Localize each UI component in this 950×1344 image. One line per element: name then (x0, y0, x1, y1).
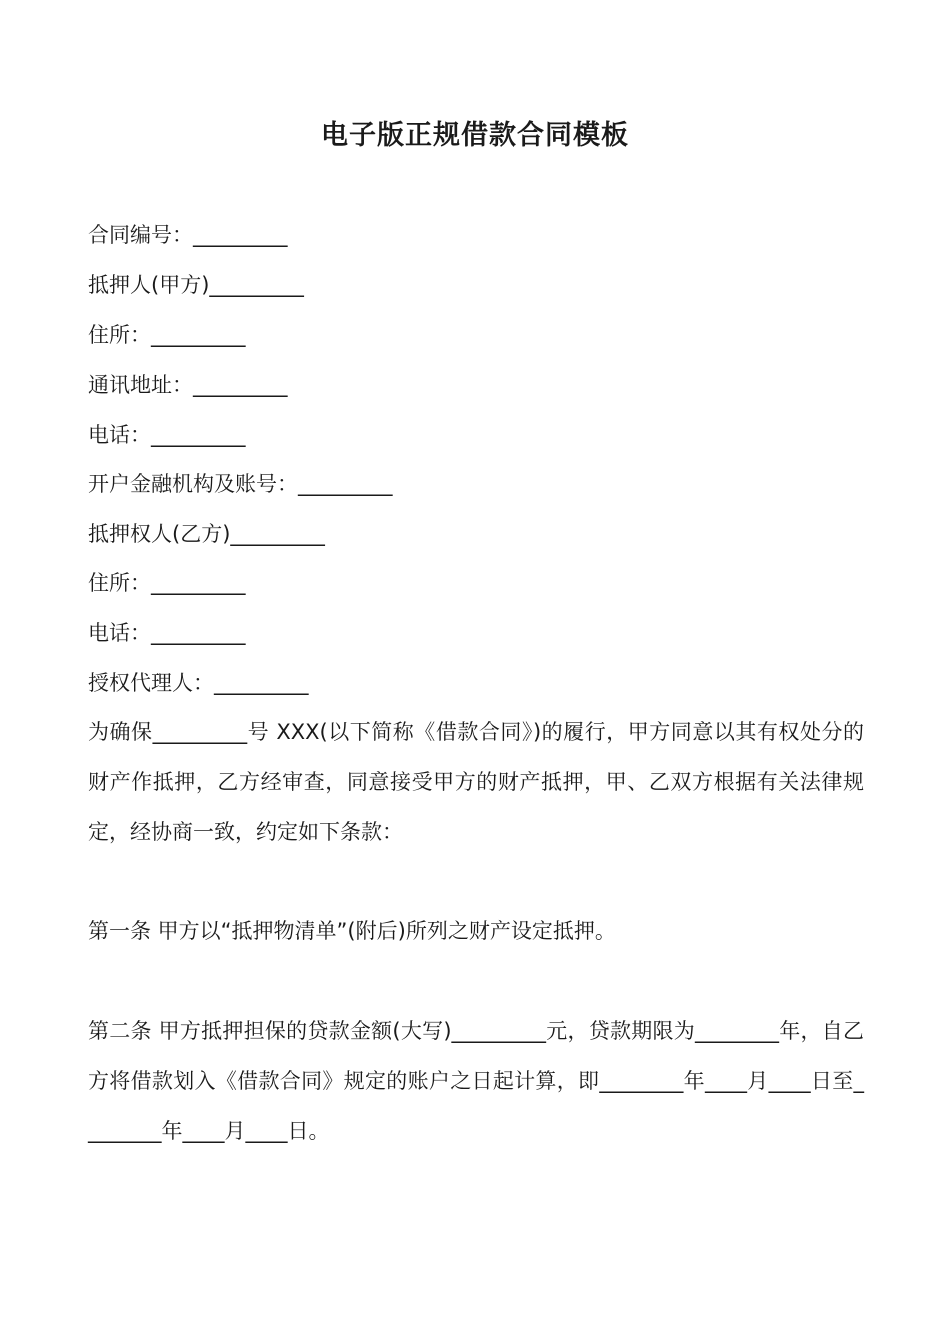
article-one: 第一条 甲方以“抵押物清单”(附后)所列之财产设定抵押。 (88, 919, 616, 943)
mailing-address-field: 通讯地址：_________ (88, 373, 288, 397)
mortgagee-address-field: 住所：_________ (88, 571, 246, 595)
mortgagor-field: 抵押人(甲方)_________ (88, 273, 304, 297)
document-title: 电子版正规借款合同模板 (321, 120, 629, 151)
bank-account-field: 开户金融机构及账号：_________ (88, 472, 393, 496)
article-two: 第二条 甲方抵押担保的贷款金额(大写)_________元，贷款期限为________年，自乙方将借款划入《借款合同》规定的账户之日起计算，即________年____月____日至________年____月____日。 (88, 1019, 864, 1143)
mortgagee-field: 抵押权人(乙方)_________ (88, 522, 325, 546)
intro-paragraph: 为确保_________号 XXX(以下简称《借款合同》)的履行，甲方同意以其有权处分的财产作抵押，乙方经审查，同意接受甲方的财产抵押，甲、乙双方根据有关法律规定，经协商一致，约定如下条款： (88, 720, 864, 844)
mortgagor-address-field: 住所：_________ (88, 323, 246, 347)
authorized-agent-field: 授权代理人：_________ (88, 671, 309, 695)
mortgagor-phone-field: 电话：_________ (88, 423, 246, 447)
mortgagee-phone-field: 电话：_________ (88, 621, 246, 645)
contract-number-field: 合同编号：_________ (88, 223, 288, 247)
